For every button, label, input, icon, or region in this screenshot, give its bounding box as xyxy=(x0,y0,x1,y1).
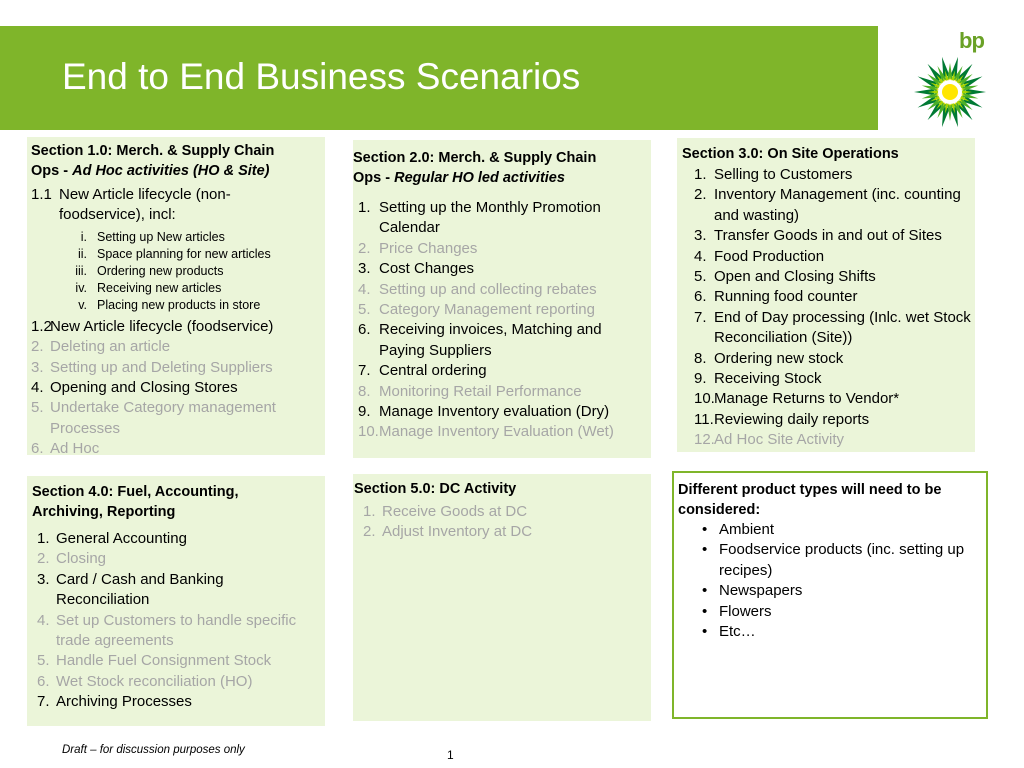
list-item-number: 5. xyxy=(358,301,371,319)
sub-list-item-number: iii. xyxy=(75,263,87,278)
product-types-box xyxy=(672,471,988,719)
list-item-number: 12. xyxy=(694,431,715,449)
list-item-text: Ordering new stock xyxy=(714,349,844,367)
bullet-item-text: Foodservice products (inc. setting up recipes) xyxy=(719,541,965,579)
list-item xyxy=(37,529,321,549)
section-2-box xyxy=(353,140,651,458)
list-item xyxy=(31,358,321,378)
list-item-number: 1. xyxy=(363,503,376,520)
bullet-icon: • xyxy=(702,602,708,620)
bullet-item-text: Newspapers xyxy=(719,582,803,600)
list-item xyxy=(358,361,647,381)
list-item-text: Running food counter xyxy=(714,288,858,306)
list-item-number: 2. xyxy=(358,239,371,257)
list-item-number: 8. xyxy=(358,382,371,400)
list-item-text: Reviewing daily reports xyxy=(714,410,870,428)
section-1-box xyxy=(27,137,325,458)
bp-logo xyxy=(905,30,995,130)
list-item xyxy=(358,320,647,361)
list-item-text: Setting up the Monthly Promotion Calendar xyxy=(379,199,601,237)
list-item-number: 7. xyxy=(694,308,707,326)
list-item-number: 3. xyxy=(31,358,44,376)
section-4-box xyxy=(27,476,325,726)
list-item-text: Opening and Closing Stores xyxy=(50,379,238,397)
list-item-text: Food Production xyxy=(714,247,825,265)
list-item-number: 7. xyxy=(37,693,50,711)
section-3-heading: Section 3.0: On Site Operations xyxy=(682,146,899,162)
sub-list-item xyxy=(31,246,321,263)
list-item xyxy=(37,611,321,652)
list-item-text: Monitoring Retail Performance xyxy=(379,382,582,400)
sub-list-item-number: i. xyxy=(80,229,87,244)
sub-list-item-number: v. xyxy=(78,297,87,312)
list-item xyxy=(37,570,321,611)
sub-list-item xyxy=(31,263,321,280)
page-number: 1 xyxy=(447,748,454,762)
sub-list-item-text: Placing new products in store xyxy=(97,297,261,312)
list-item xyxy=(31,439,321,459)
list-item-text: Set up Customers to handle specific trade agreements xyxy=(56,611,297,650)
list-item-text: Manage Returns to Vendor* xyxy=(714,390,900,408)
list-item xyxy=(694,165,971,185)
list-item xyxy=(694,349,971,369)
list-item-text: End of Day processing (Inlc. wet Stock Reconciliation (Site)) xyxy=(714,308,971,347)
list-item-text: Central ordering xyxy=(379,362,487,380)
bullet-icon: • xyxy=(702,541,708,559)
list-item xyxy=(358,422,647,442)
list-item-number: 3. xyxy=(358,260,371,278)
list-item-number: 9. xyxy=(358,403,371,421)
list-item-text: Inventory Management (inc. counting and wasting) xyxy=(714,186,961,224)
section-4-heading: Section 4.0: Fuel, Accounting, Archiving, Reporting xyxy=(32,484,239,520)
sub-list-item-number: ii. xyxy=(77,246,87,261)
list-item-text: Closing xyxy=(56,550,107,568)
bullet-item xyxy=(702,602,980,622)
list-item-text: Manage Inventory evaluation (Dry) xyxy=(379,403,610,421)
list-item-text: Receive Goods at DC xyxy=(382,503,528,520)
list-item-number: 6. xyxy=(37,672,50,690)
bp-logo-text: bp xyxy=(959,28,984,53)
list-item-text: Receiving Stock xyxy=(714,370,822,388)
sub-list-item-text: Setting up New articles xyxy=(97,229,225,244)
list-item xyxy=(694,247,971,267)
list-item xyxy=(694,287,971,307)
list-item-text: Card / Cash and Banking Reconciliation xyxy=(56,570,224,609)
list-item xyxy=(694,369,971,389)
bullet-item-text: Etc… xyxy=(719,623,756,641)
list-item-number: 10. xyxy=(358,423,379,441)
sub-list-item-text: Space planning for new articles xyxy=(97,246,271,261)
list-item-number: 8. xyxy=(694,349,707,367)
list-item xyxy=(358,280,647,300)
list-item-number: 4. xyxy=(694,247,707,265)
product-types-heading: Different product types will need to be considered: xyxy=(678,482,942,518)
list-item-number: 2. xyxy=(694,186,707,204)
list-item xyxy=(358,259,647,279)
title-banner xyxy=(0,26,878,130)
list-item xyxy=(37,672,321,692)
list-item-number: 4. xyxy=(37,611,50,629)
list-item-number: 7. xyxy=(358,362,371,380)
list-item-number: 5. xyxy=(31,399,44,417)
list-item-text: Setting up and collecting rebates xyxy=(379,280,597,298)
list-item xyxy=(363,502,647,522)
section-5-heading: Section 5.0: DC Activity xyxy=(354,481,517,497)
bullet-item xyxy=(702,622,980,642)
list-item-number: 1.2 xyxy=(31,317,52,335)
list-item-number: 1. xyxy=(358,199,371,216)
list-item-text: Manage Inventory Evaluation (Wet) xyxy=(379,423,614,441)
list-item xyxy=(694,185,971,226)
list-item-number: 4. xyxy=(358,280,371,298)
list-item xyxy=(363,522,647,542)
list-item-text: Adjust Inventory at DC xyxy=(382,523,533,541)
list-item-text: Ad Hoc Site Activity xyxy=(714,431,845,449)
list-item-number: 2. xyxy=(363,523,376,541)
list-item xyxy=(31,378,321,398)
list-item xyxy=(694,430,971,450)
list-item-number: 6. xyxy=(694,288,707,306)
list-item xyxy=(694,267,971,287)
list-item xyxy=(358,300,647,320)
section-3-box xyxy=(677,138,975,452)
list-item-text: New Article lifecycle (foodservice) xyxy=(50,317,274,335)
list-item-number: 6. xyxy=(358,321,371,339)
bullet-item xyxy=(702,540,980,581)
sub-list-item-number: iv. xyxy=(75,280,87,295)
list-item-text: Setting up and Deleting Suppliers xyxy=(50,358,273,376)
section-1-heading: Section 1.0: Merch. & Supply Chain Ops - Ad Hoc activities (HO & Site) xyxy=(31,143,275,179)
list-item-number: 6. xyxy=(31,440,44,458)
list-item xyxy=(31,398,321,439)
list-item-number: 1. xyxy=(37,530,50,547)
sub-list-item xyxy=(31,280,321,297)
list-item-number: 1. xyxy=(694,166,707,183)
list-item-text: Receiving invoices, Matching and Paying Suppliers xyxy=(379,321,602,359)
sub-list-item xyxy=(31,297,321,314)
sub-list-item xyxy=(31,229,321,246)
list-item-number: 2. xyxy=(37,550,50,568)
list-item-text: Deleting an article xyxy=(50,338,171,356)
list-item-number: 3. xyxy=(694,227,707,245)
list-item xyxy=(358,239,647,259)
list-item-number: 3. xyxy=(37,570,50,588)
page-title: End to End Business Scenarios xyxy=(62,56,581,97)
list-item-number: 4. xyxy=(31,379,44,397)
list-item-text: Ad Hoc xyxy=(50,440,100,458)
draft-note: Draft – for discussion purposes only xyxy=(62,744,245,756)
list-item xyxy=(694,389,971,409)
list-item-number: 11. xyxy=(694,410,714,428)
bullet-item xyxy=(702,581,980,601)
list-item-number: 10. xyxy=(694,390,715,408)
list-item-text: Category Management reporting xyxy=(379,301,595,319)
list-item-number: 5. xyxy=(37,652,50,670)
list-item xyxy=(358,382,647,402)
list-item xyxy=(37,651,321,671)
sub-list-item-text: Receiving new articles xyxy=(97,280,222,295)
section-5-box xyxy=(353,474,651,721)
list-item-text: Transfer Goods in and out of Sites xyxy=(714,227,942,245)
list-item-text: Selling to Customers xyxy=(714,166,853,183)
list-item-text: General Accounting xyxy=(56,530,187,547)
list-item xyxy=(694,226,971,246)
list-item-text: Price Changes xyxy=(379,239,478,257)
list-item xyxy=(31,317,321,337)
list-item-number: 9. xyxy=(694,370,707,388)
bullet-icon: • xyxy=(702,582,708,600)
list-item-text: Open and Closing Shifts xyxy=(714,268,876,286)
list-item: 1.1 New Article lifecycle (non-foodservice), incl: xyxy=(31,186,231,224)
list-item xyxy=(694,308,971,349)
bullet-item xyxy=(702,520,980,540)
list-item-text: Archiving Processes xyxy=(56,693,192,711)
list-item xyxy=(37,549,321,569)
sub-list-item-text: Ordering new products xyxy=(97,263,224,278)
list-item-number: 5. xyxy=(694,268,707,286)
bullet-item-text: Flowers xyxy=(719,602,772,620)
list-item-text: Handle Fuel Consignment Stock xyxy=(56,652,272,670)
bullet-icon: • xyxy=(702,521,708,538)
list-item-text: Wet Stock reconciliation (HO) xyxy=(56,672,253,690)
list-item xyxy=(358,402,647,422)
list-item-text: Cost Changes xyxy=(379,260,475,278)
section-2-heading: Section 2.0: Merch. & Supply Chain Ops - Regular HO led activities xyxy=(353,150,597,186)
bullet-item-text: Ambient xyxy=(719,521,775,538)
list-item xyxy=(358,198,647,239)
list-item-number: 2. xyxy=(31,338,44,356)
list-item xyxy=(37,692,321,712)
bullet-icon: • xyxy=(702,623,708,641)
list-item-text: Undertake Category management Processes xyxy=(50,399,276,437)
list-item xyxy=(694,410,971,430)
list-item xyxy=(31,337,321,357)
